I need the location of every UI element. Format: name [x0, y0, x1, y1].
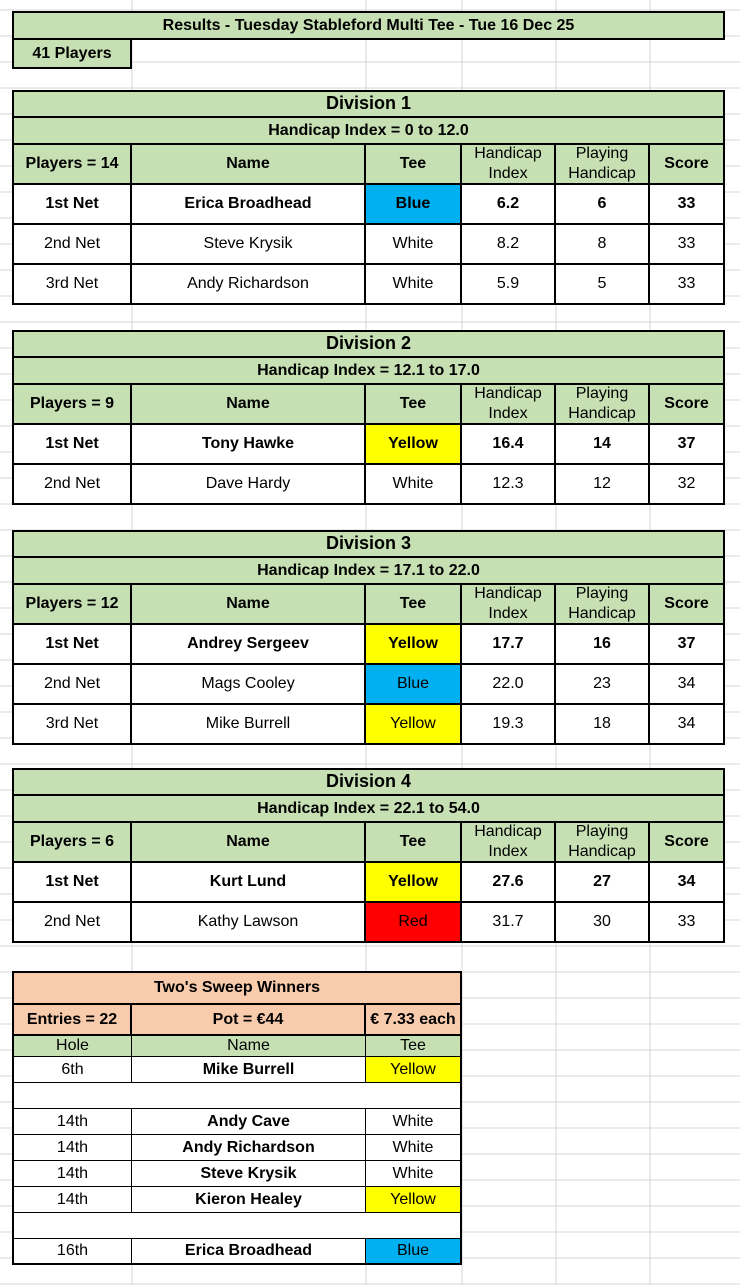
sweep-each[interactable]: € 7.33 each [366, 1005, 462, 1036]
score-cell[interactable]: 32 [650, 465, 725, 505]
tee-cell[interactable]: Yellow [366, 425, 462, 465]
header-name[interactable]: Name [132, 385, 366, 425]
place-cell[interactable]: 2nd Net [12, 665, 132, 705]
header-name[interactable]: Name [132, 823, 366, 863]
tee-cell[interactable]: Blue [366, 185, 462, 225]
place-cell[interactable]: 3rd Net [12, 265, 132, 305]
playing-handicap-cell[interactable]: 27 [556, 863, 650, 903]
playing-handicap-cell[interactable]: 14 [556, 425, 650, 465]
sweep-hole[interactable]: 16th [12, 1239, 132, 1265]
player-name[interactable]: Tony Hawke [132, 425, 366, 465]
player-name[interactable]: Andy Richardson [132, 265, 366, 305]
player-name[interactable]: Andrey Sergeev [132, 625, 366, 665]
header-score[interactable]: Score [650, 385, 725, 425]
player-name[interactable]: Erica Broadhead [132, 185, 366, 225]
header-tee[interactable]: Tee [366, 145, 462, 185]
division-title[interactable]: Division 3 [12, 530, 725, 558]
header-name[interactable]: Name [132, 145, 366, 185]
header-handicap-index[interactable]: Handicap Index [462, 585, 556, 625]
division-title[interactable]: Division 2 [12, 330, 725, 358]
sweep-winner-name[interactable]: Kieron Healey [132, 1187, 366, 1213]
handicap-range[interactable]: Handicap Index = 0 to 12.0 [12, 118, 725, 145]
player-name[interactable]: Mike Burrell [132, 705, 366, 745]
player-name[interactable]: Kurt Lund [132, 863, 366, 903]
handicap-range[interactable]: Handicap Index = 17.1 to 22.0 [12, 558, 725, 585]
score-cell[interactable]: 33 [650, 265, 725, 305]
place-cell[interactable]: 1st Net [12, 425, 132, 465]
sweep-winner-name[interactable]: Erica Broadhead [132, 1239, 366, 1265]
player-name[interactable]: Mags Cooley [132, 665, 366, 705]
header-playing-handicap[interactable]: Playing Handicap [556, 145, 650, 185]
playing-handicap-cell[interactable]: 23 [556, 665, 650, 705]
sweep-pot[interactable]: Pot = €44 [132, 1005, 366, 1036]
header-tee[interactable]: Tee [366, 823, 462, 863]
header-score[interactable]: Score [650, 145, 725, 185]
header-score[interactable]: Score [650, 823, 725, 863]
tee-cell[interactable]: Red [366, 903, 462, 943]
tee-cell[interactable]: White [366, 465, 462, 505]
sweep-hole[interactable]: 14th [12, 1135, 132, 1161]
score-cell[interactable]: 34 [650, 863, 725, 903]
players-count[interactable]: Players = 14 [12, 145, 132, 185]
score-cell[interactable]: 37 [650, 625, 725, 665]
header-handicap-index[interactable]: Handicap Index [462, 823, 556, 863]
score-cell[interactable]: 33 [650, 185, 725, 225]
header-score[interactable]: Score [650, 585, 725, 625]
sweep-tee[interactable]: White [366, 1135, 462, 1161]
sweep-winner-name[interactable]: Andy Cave [132, 1109, 366, 1135]
score-cell[interactable]: 34 [650, 705, 725, 745]
playing-handicap-cell[interactable]: 30 [556, 903, 650, 943]
handicap-index-cell[interactable]: 27.6 [462, 863, 556, 903]
place-cell[interactable]: 1st Net [12, 625, 132, 665]
division-title[interactable]: Division 4 [12, 768, 725, 796]
division-title[interactable]: Division 1 [12, 90, 725, 118]
sweep-hole[interactable]: 14th [12, 1187, 132, 1213]
player-name[interactable]: Dave Hardy [132, 465, 366, 505]
tee-cell[interactable]: White [366, 265, 462, 305]
players-total[interactable]: 41 Players [12, 40, 132, 69]
handicap-range[interactable]: Handicap Index = 12.1 to 17.0 [12, 358, 725, 385]
sweep-hole[interactable]: 14th [12, 1109, 132, 1135]
playing-handicap-cell[interactable]: 8 [556, 225, 650, 265]
tee-cell[interactable]: Blue [366, 665, 462, 705]
handicap-index-cell[interactable]: 12.3 [462, 465, 556, 505]
place-cell[interactable]: 2nd Net [12, 903, 132, 943]
tee-cell[interactable]: Yellow [366, 705, 462, 745]
sweep-tee[interactable]: Yellow [366, 1187, 462, 1213]
sweep-tee[interactable]: Yellow [366, 1057, 462, 1083]
report-title[interactable]: Results - Tuesday Stableford Multi Tee - Tue 16 Dec 25 [12, 11, 725, 40]
header-playing-handicap[interactable]: Playing Handicap [556, 385, 650, 425]
tee-cell[interactable]: Yellow [366, 625, 462, 665]
tee-cell[interactable]: White [366, 225, 462, 265]
sweep-header-hole[interactable]: Hole [12, 1036, 132, 1057]
handicap-index-cell[interactable]: 8.2 [462, 225, 556, 265]
handicap-index-cell[interactable]: 22.0 [462, 665, 556, 705]
sweep-header-name[interactable]: Name [132, 1036, 366, 1057]
score-cell[interactable]: 37 [650, 425, 725, 465]
sweep-entries[interactable]: Entries = 22 [12, 1005, 132, 1036]
header-tee[interactable]: Tee [366, 585, 462, 625]
sweep-header-tee[interactable]: Tee [366, 1036, 462, 1057]
header-name[interactable]: Name [132, 585, 366, 625]
handicap-index-cell[interactable]: 5.9 [462, 265, 556, 305]
header-handicap-index[interactable]: Handicap Index [462, 145, 556, 185]
tee-cell[interactable]: Yellow [366, 863, 462, 903]
handicap-range[interactable]: Handicap Index = 22.1 to 54.0 [12, 796, 725, 823]
handicap-index-cell[interactable]: 17.7 [462, 625, 556, 665]
place-cell[interactable]: 1st Net [12, 185, 132, 225]
place-cell[interactable]: 2nd Net [12, 225, 132, 265]
players-count[interactable]: Players = 9 [12, 385, 132, 425]
player-name[interactable]: Kathy Lawson [132, 903, 366, 943]
score-cell[interactable]: 33 [650, 903, 725, 943]
handicap-index-cell[interactable]: 31.7 [462, 903, 556, 943]
place-cell[interactable]: 3rd Net [12, 705, 132, 745]
handicap-index-cell[interactable]: 16.4 [462, 425, 556, 465]
sweep-tee[interactable]: Blue [366, 1239, 462, 1265]
sweep-winner-name[interactable]: Andy Richardson [132, 1135, 366, 1161]
sweep-hole[interactable]: 6th [12, 1057, 132, 1083]
header-handicap-index[interactable]: Handicap Index [462, 385, 556, 425]
sweep-winner-name[interactable]: Mike Burrell [132, 1057, 366, 1083]
sweep-blank-row [12, 1083, 462, 1109]
playing-handicap-cell[interactable]: 6 [556, 185, 650, 225]
sweep-winner-name[interactable]: Steve Krysik [132, 1161, 366, 1187]
header-tee[interactable]: Tee [366, 385, 462, 425]
sweep-hole[interactable]: 14th [12, 1161, 132, 1187]
place-cell[interactable]: 1st Net [12, 863, 132, 903]
score-cell[interactable]: 34 [650, 665, 725, 705]
place-cell[interactable]: 2nd Net [12, 465, 132, 505]
score-cell[interactable]: 33 [650, 225, 725, 265]
header-playing-handicap[interactable]: Playing Handicap [556, 823, 650, 863]
playing-handicap-cell[interactable]: 12 [556, 465, 650, 505]
playing-handicap-cell[interactable]: 16 [556, 625, 650, 665]
playing-handicap-cell[interactable]: 5 [556, 265, 650, 305]
handicap-index-cell[interactable]: 19.3 [462, 705, 556, 745]
players-count[interactable]: Players = 12 [12, 585, 132, 625]
header-playing-handicap[interactable]: Playing Handicap [556, 585, 650, 625]
handicap-index-cell[interactable]: 6.2 [462, 185, 556, 225]
playing-handicap-cell[interactable]: 18 [556, 705, 650, 745]
sweep-title[interactable]: Two's Sweep Winners [12, 971, 462, 1005]
players-count[interactable]: Players = 6 [12, 823, 132, 863]
sweep-tee[interactable]: White [366, 1161, 462, 1187]
player-name[interactable]: Steve Krysik [132, 225, 366, 265]
sweep-tee[interactable]: White [366, 1109, 462, 1135]
sweep-blank-row [12, 1213, 462, 1239]
